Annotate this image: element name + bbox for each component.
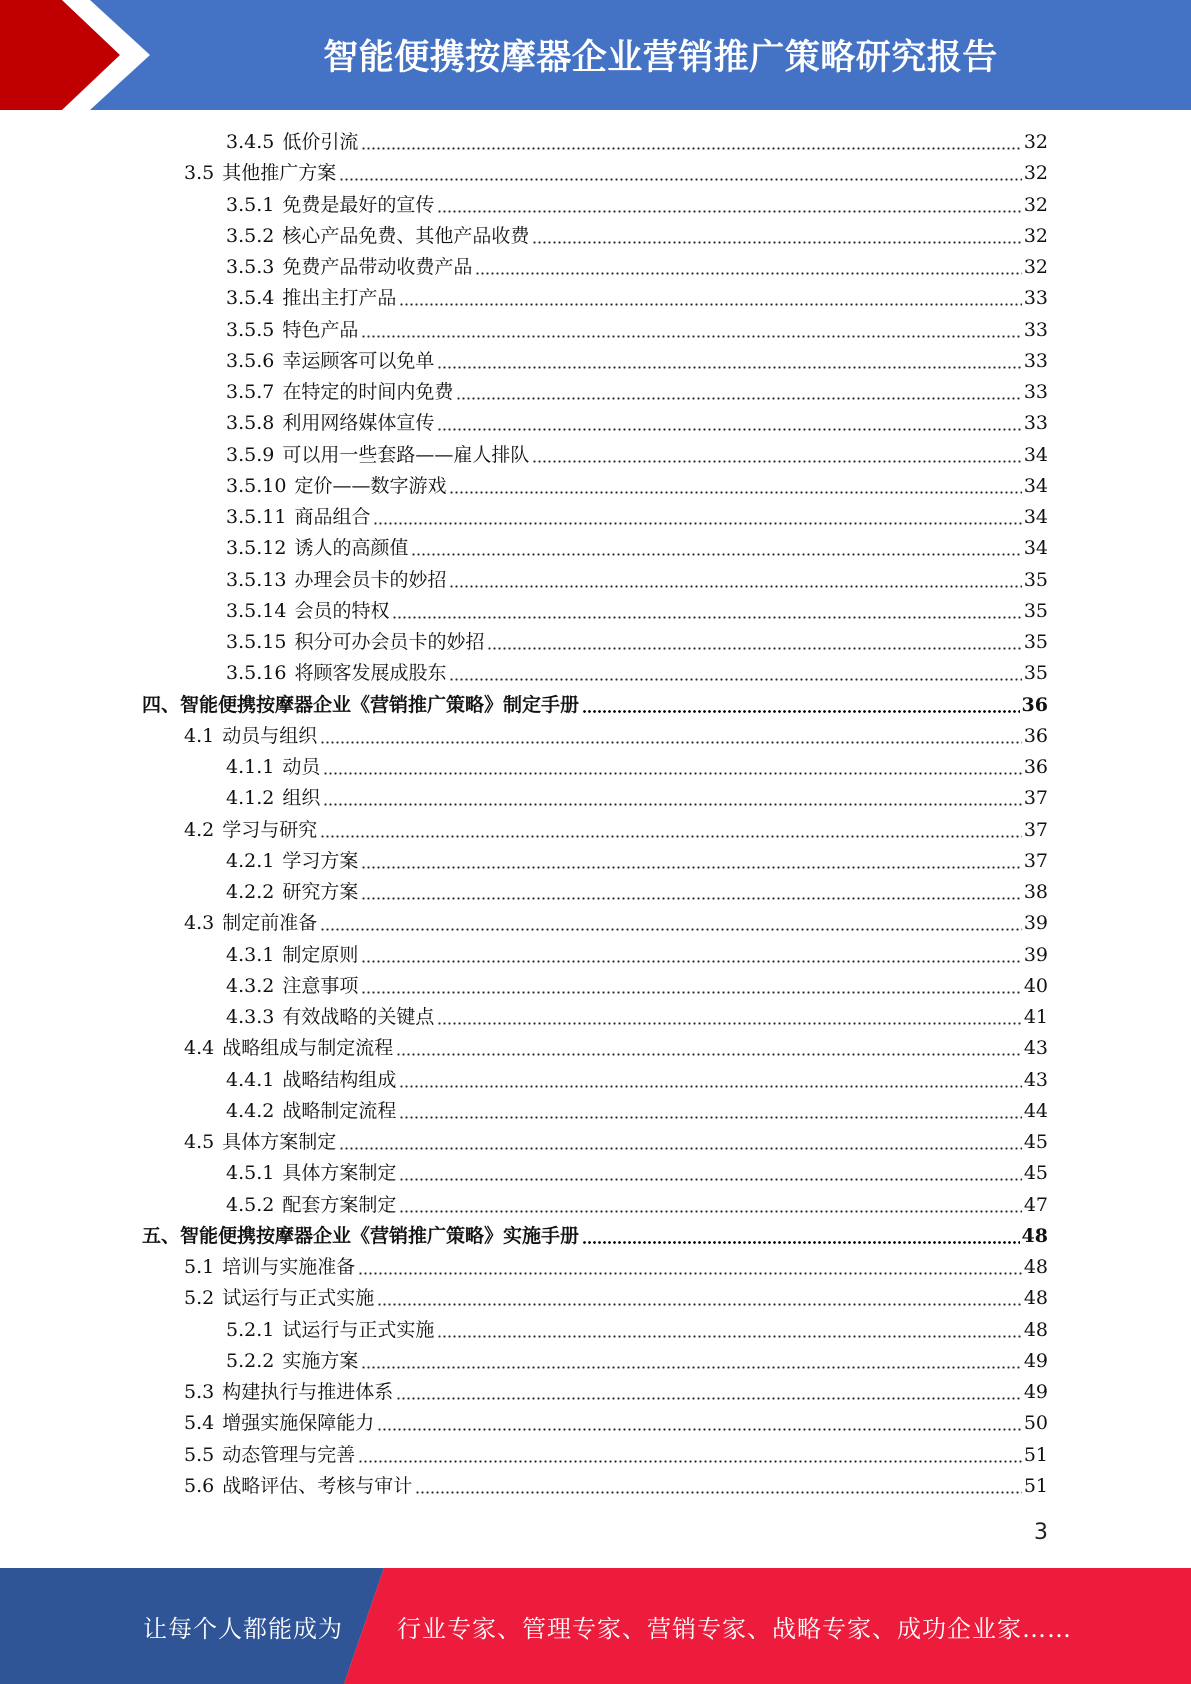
toc-entry-title: 定价——数字游戏 <box>294 474 447 497</box>
toc-dot-leader <box>437 190 1021 220</box>
toc-entry-title: 诱人的高颜值 <box>294 537 409 560</box>
toc-entry[interactable] <box>226 346 1048 376</box>
toc-entry-title: 在特定的时间内免费 <box>282 381 454 403</box>
toc-entry[interactable] <box>184 1440 1048 1470</box>
toc-entry-title: 研究方案 <box>282 881 359 903</box>
toc-entry[interactable] <box>226 377 1048 407</box>
toc-entry-page: 49 <box>1023 1381 1048 1403</box>
toc-entry[interactable] <box>226 1002 1048 1032</box>
toc-dot-leader <box>392 596 1021 626</box>
toc-entry[interactable] <box>226 315 1048 345</box>
toc-entry-title: 制定原则 <box>282 943 359 966</box>
toc-entry[interactable] <box>226 283 1048 313</box>
toc-entry-title: 免费产品带动收费产品 <box>282 256 473 278</box>
toc-dot-leader <box>437 346 1021 376</box>
toc-entry[interactable] <box>226 1346 1048 1376</box>
toc-entry-number: 3.5 <box>184 162 215 185</box>
toc-entry-number: 3.5.10 <box>226 474 287 497</box>
toc-entry[interactable] <box>226 1190 1048 1220</box>
toc-entry-page: 32 <box>1023 162 1048 185</box>
toc-entry-page: 51 <box>1023 1443 1048 1466</box>
toc-entry[interactable] <box>184 1408 1048 1438</box>
toc-entry-number: 5.2.2 <box>226 1349 275 1372</box>
toc-dot-leader <box>361 971 1021 1001</box>
toc-dot-leader <box>361 127 1021 157</box>
toc-entry-title: 智能便携按摩器企业《营销推广策略》制定手册 <box>180 693 580 716</box>
toc-entry-page: 37 <box>1023 818 1048 841</box>
toc-entry[interactable] <box>226 408 1048 438</box>
toc-entry-title: 试运行与正式实施 <box>282 1318 435 1341</box>
toc-entry-page: 33 <box>1023 287 1048 310</box>
toc-entry-title: 具体方案制定 <box>282 1162 397 1185</box>
toc-entry-number: 4.5.2 <box>226 1193 275 1216</box>
toc-dot-leader <box>396 1377 1022 1407</box>
footer-slogan-left: 让每个人都能成为 <box>143 1614 343 1643</box>
toc-entry-page: 33 <box>1023 381 1048 403</box>
toc-entry[interactable] <box>226 658 1048 688</box>
toc-entry-number: 4.4.1 <box>226 1068 275 1091</box>
toc-dot-leader <box>339 158 1022 188</box>
toc-entry-page: 40 <box>1023 974 1048 997</box>
toc-entry-page: 41 <box>1023 1006 1048 1028</box>
toc-entry-page: 39 <box>1023 912 1048 935</box>
page-footer <box>0 1568 1191 1684</box>
toc-entry[interactable] <box>184 908 1048 938</box>
toc-dot-leader <box>437 1315 1021 1345</box>
toc-entry-title: 学习与研究 <box>222 818 318 841</box>
toc-entry-number: 4.3 <box>184 912 215 935</box>
toc-entry[interactable] <box>184 815 1048 845</box>
toc-entry-page: 33 <box>1023 412 1048 435</box>
toc-entry-title: 可以用一些套路——雇人排队 <box>282 443 530 466</box>
toc-entry[interactable] <box>226 627 1048 657</box>
toc-dot-leader <box>532 440 1021 470</box>
report-title: 智能便携按摩器企业营销推广策略研究报告 <box>323 38 998 78</box>
toc-entry-page: 37 <box>1023 849 1048 872</box>
toc-entry[interactable] <box>226 1315 1048 1345</box>
toc-entry-title: 推出主打产品 <box>282 287 397 310</box>
toc-entry-number: 4.5 <box>184 1131 215 1153</box>
toc-dot-leader <box>399 1190 1021 1220</box>
toc-dot-leader <box>361 846 1021 876</box>
toc-entry-page: 36 <box>1021 693 1048 716</box>
toc-entry-number: 5.4 <box>184 1412 215 1435</box>
toc-entry-page: 50 <box>1023 1412 1048 1435</box>
toc-entry-title: 利用网络媒体宣传 <box>282 412 435 435</box>
toc-entry-number: 4.2.1 <box>226 849 275 872</box>
toc-entry-number: 4.4 <box>184 1037 215 1060</box>
toc-entry-page: 51 <box>1023 1474 1048 1497</box>
toc-entry-title: 商品组合 <box>294 506 371 528</box>
toc-dot-leader <box>399 283 1021 313</box>
toc-entry[interactable] <box>226 783 1048 813</box>
toc-entry-title: 将顾客发展成股东 <box>294 662 447 685</box>
toc-entry-page: 32 <box>1023 256 1048 278</box>
toc-entry-number: 4.2.2 <box>226 881 275 903</box>
toc-entry-title: 积分可办会员卡的妙招 <box>294 631 485 653</box>
toc-entry[interactable] <box>226 471 1048 501</box>
toc-entry-title: 组织 <box>282 787 321 810</box>
toc-entry[interactable] <box>184 1033 1048 1063</box>
toc-dot-leader <box>377 1408 1022 1438</box>
toc-dot-leader <box>437 1002 1021 1032</box>
toc-entry-title: 实施方案 <box>282 1349 359 1372</box>
toc-entry-title: 动员 <box>282 756 321 778</box>
toc-entry-page: 34 <box>1023 443 1048 466</box>
toc-dot-leader <box>320 721 1022 751</box>
toc-dot-leader <box>411 533 1021 563</box>
toc-dot-leader <box>456 377 1021 407</box>
toc-dot-leader <box>323 752 1021 782</box>
page-header <box>0 0 1191 110</box>
toc-entry-number: 五、 <box>142 1224 181 1247</box>
toc-dot-leader <box>449 471 1021 501</box>
toc-dot-leader <box>475 252 1021 282</box>
toc-dot-leader <box>437 408 1021 438</box>
toc-entry-number: 3.5.5 <box>226 318 275 341</box>
toc-entry-page: 49 <box>1023 1349 1048 1372</box>
toc-entry-number: 4.1.2 <box>226 787 275 810</box>
toc-entry-page: 37 <box>1023 787 1048 810</box>
toc-entry-number: 5.2.1 <box>226 1318 275 1341</box>
toc-entry[interactable] <box>226 1096 1048 1126</box>
toc-entry-page: 39 <box>1023 943 1048 966</box>
toc-entry-page: 45 <box>1023 1131 1048 1153</box>
toc-entry-number: 4.3.1 <box>226 943 275 966</box>
toc-entry[interactable] <box>226 502 1048 532</box>
toc-dot-leader <box>361 1346 1021 1376</box>
toc-entry-title: 办理会员卡的妙招 <box>294 568 447 591</box>
toc-dot-leader <box>361 877 1021 907</box>
toc-entry-number: 3.5.7 <box>226 381 275 403</box>
toc-entry-page: 48 <box>1023 1256 1048 1278</box>
toc-entry-page: 36 <box>1023 756 1048 778</box>
toc-entry-number: 5.6 <box>184 1474 215 1497</box>
toc-entry[interactable] <box>226 940 1048 970</box>
toc-entry[interactable] <box>142 690 1048 720</box>
toc-dot-leader <box>399 1065 1021 1095</box>
toc-dot-leader <box>487 627 1021 657</box>
toc-dot-leader <box>415 1471 1022 1501</box>
toc-entry-number: 3.5.16 <box>226 662 287 685</box>
toc-dot-leader <box>449 565 1021 595</box>
toc-dot-leader <box>449 658 1021 688</box>
toc-entry-title: 有效战略的关键点 <box>282 1006 435 1028</box>
toc-entry-title: 战略组成与制定流程 <box>222 1037 394 1060</box>
toc-entry-number: 5.1 <box>184 1256 215 1278</box>
toc-entry-number: 3.4.5 <box>226 131 275 153</box>
toc-entry-page: 47 <box>1023 1193 1048 1216</box>
toc-entry-page: 35 <box>1023 631 1048 653</box>
toc-entry-title: 增强实施保障能力 <box>222 1412 375 1435</box>
toc-entry[interactable] <box>226 846 1048 876</box>
toc-entry[interactable] <box>226 1158 1048 1188</box>
toc-dot-leader <box>399 1158 1021 1188</box>
toc-entry-number: 3.5.8 <box>226 412 275 435</box>
toc-entry-title: 战略结构组成 <box>282 1068 397 1091</box>
toc-entry-page: 33 <box>1023 349 1048 372</box>
toc-entry[interactable] <box>226 752 1048 782</box>
toc-entry-number: 4.3.3 <box>226 1006 275 1028</box>
toc-entry-number: 3.5.6 <box>226 349 275 372</box>
toc-entry[interactable] <box>184 721 1048 751</box>
toc-entry[interactable] <box>226 877 1048 907</box>
toc-entry-number: 3.5.11 <box>226 506 287 528</box>
toc-entry[interactable] <box>226 440 1048 470</box>
toc-dot-leader <box>377 1283 1022 1313</box>
toc-dot-leader <box>396 1033 1022 1063</box>
toc-dot-leader <box>320 815 1022 845</box>
toc-entry[interactable] <box>226 221 1048 251</box>
toc-entry[interactable] <box>226 190 1048 220</box>
toc-entry-page: 35 <box>1023 662 1048 685</box>
toc-entry-page: 48 <box>1023 1287 1048 1310</box>
toc-entry-number: 4.3.2 <box>226 974 275 997</box>
toc-entry-page: 48 <box>1023 1318 1048 1341</box>
toc-entry-page: 35 <box>1023 599 1048 622</box>
toc-dot-leader <box>532 221 1021 251</box>
toc-entry-number: 5.2 <box>184 1287 215 1310</box>
toc-entry-page: 32 <box>1023 224 1048 247</box>
toc-entry-number: 5.5 <box>184 1443 215 1466</box>
toc-entry-title: 会员的特权 <box>294 599 390 622</box>
toc-dot-leader <box>582 1221 1020 1251</box>
toc-entry-number: 4.1.1 <box>226 756 275 778</box>
toc-entry-title: 注意事项 <box>282 974 359 997</box>
toc-dot-leader <box>582 690 1020 720</box>
toc-entry-title: 配套方案制定 <box>282 1193 397 1216</box>
toc-entry[interactable] <box>226 971 1048 1001</box>
toc-entry-page: 32 <box>1023 131 1048 153</box>
toc-dot-leader <box>323 783 1021 813</box>
toc-entry-page: 34 <box>1023 506 1048 528</box>
toc-dot-leader <box>320 908 1022 938</box>
toc-entry-page: 32 <box>1023 193 1048 216</box>
toc-entry-title: 免费是最好的宣传 <box>282 193 435 216</box>
toc-entry-page: 43 <box>1023 1037 1048 1060</box>
toc-entry-number: 3.5.4 <box>226 287 275 310</box>
toc-entry-number: 4.1 <box>184 724 215 747</box>
toc-entry[interactable] <box>226 565 1048 595</box>
toc-entry[interactable] <box>184 1283 1048 1313</box>
toc-entry-title: 特色产品 <box>282 318 359 341</box>
toc-entry-title: 其他推广方案 <box>222 162 337 185</box>
toc-dot-leader <box>358 1440 1022 1470</box>
toc-entry[interactable] <box>184 158 1048 188</box>
toc-entry-number: 3.5.9 <box>226 443 275 466</box>
toc-entry-title: 战略制定流程 <box>282 1099 397 1122</box>
toc-entry[interactable] <box>226 1065 1048 1095</box>
toc-entry[interactable] <box>184 1377 1048 1407</box>
toc-entry-number: 5.3 <box>184 1381 215 1403</box>
toc-entry-title: 动态管理与完善 <box>222 1443 356 1466</box>
toc-entry[interactable] <box>184 1252 1048 1282</box>
toc-entry-number: 3.5.3 <box>226 256 275 278</box>
toc-entry[interactable] <box>226 596 1048 626</box>
toc-entry-page: 36 <box>1023 724 1048 747</box>
toc-entry[interactable] <box>226 127 1048 157</box>
toc-entry-page: 43 <box>1023 1068 1048 1091</box>
toc-entry-title: 低价引流 <box>282 131 359 153</box>
toc-entry-page: 45 <box>1023 1162 1048 1185</box>
toc-entry-title: 核心产品免费、其他产品收费 <box>282 224 530 247</box>
toc-dot-leader <box>399 1096 1021 1126</box>
toc-entry-number: 3.5.13 <box>226 568 287 591</box>
toc-dot-leader <box>373 502 1021 532</box>
toc-entry-title: 制定前准备 <box>222 912 318 935</box>
toc-dot-leader <box>339 1127 1022 1157</box>
toc-entry[interactable] <box>184 1127 1048 1157</box>
toc-entry-number: 3.5.2 <box>226 224 275 247</box>
toc-entry-page: 34 <box>1023 474 1048 497</box>
toc-entry-page: 38 <box>1023 881 1048 903</box>
toc-entry-number: 3.5.12 <box>226 537 287 560</box>
toc-entry[interactable] <box>184 1471 1048 1501</box>
toc-dot-leader <box>361 940 1021 970</box>
toc-entry-title: 培训与实施准备 <box>222 1256 356 1278</box>
toc-entry-title: 学习方案 <box>282 849 359 872</box>
toc-entry-number: 3.5.14 <box>226 599 287 622</box>
page-number: 3 <box>1034 1520 1048 1545</box>
toc-entry-title: 具体方案制定 <box>222 1131 337 1153</box>
toc-entry-number: 3.5.15 <box>226 631 287 653</box>
toc-entry-number: 4.5.1 <box>226 1162 275 1185</box>
toc-dot-leader <box>361 315 1021 345</box>
toc-entry-page: 44 <box>1023 1099 1048 1122</box>
toc-entry-page: 35 <box>1023 568 1048 591</box>
toc-entry-title: 智能便携按摩器企业《营销推广策略》实施手册 <box>180 1224 580 1247</box>
toc-entry-number: 4.2 <box>184 818 215 841</box>
toc-entry-number: 4.4.2 <box>226 1099 275 1122</box>
toc-entry-title: 构建执行与推进体系 <box>222 1381 394 1403</box>
toc-dot-leader <box>358 1252 1022 1282</box>
toc-entry[interactable] <box>226 533 1048 563</box>
toc-entry-title: 试运行与正式实施 <box>222 1287 375 1310</box>
footer-slogan-right: 行业专家、管理专家、营销专家、战略专家、成功企业家…… <box>397 1614 1072 1643</box>
toc-entry-title: 战略评估、考核与审计 <box>222 1474 413 1497</box>
toc-entry-number: 四、 <box>142 693 181 716</box>
toc-entry-page: 48 <box>1021 1224 1048 1247</box>
toc-entry-title: 幸运顾客可以免单 <box>282 349 435 372</box>
toc-entry-title: 动员与组织 <box>222 724 318 747</box>
toc-entry-number: 3.5.1 <box>226 193 275 216</box>
toc-entry-page: 34 <box>1023 537 1048 560</box>
toc-entry[interactable] <box>226 252 1048 282</box>
toc-entry-page: 33 <box>1023 318 1048 341</box>
toc-entry[interactable] <box>142 1221 1048 1251</box>
